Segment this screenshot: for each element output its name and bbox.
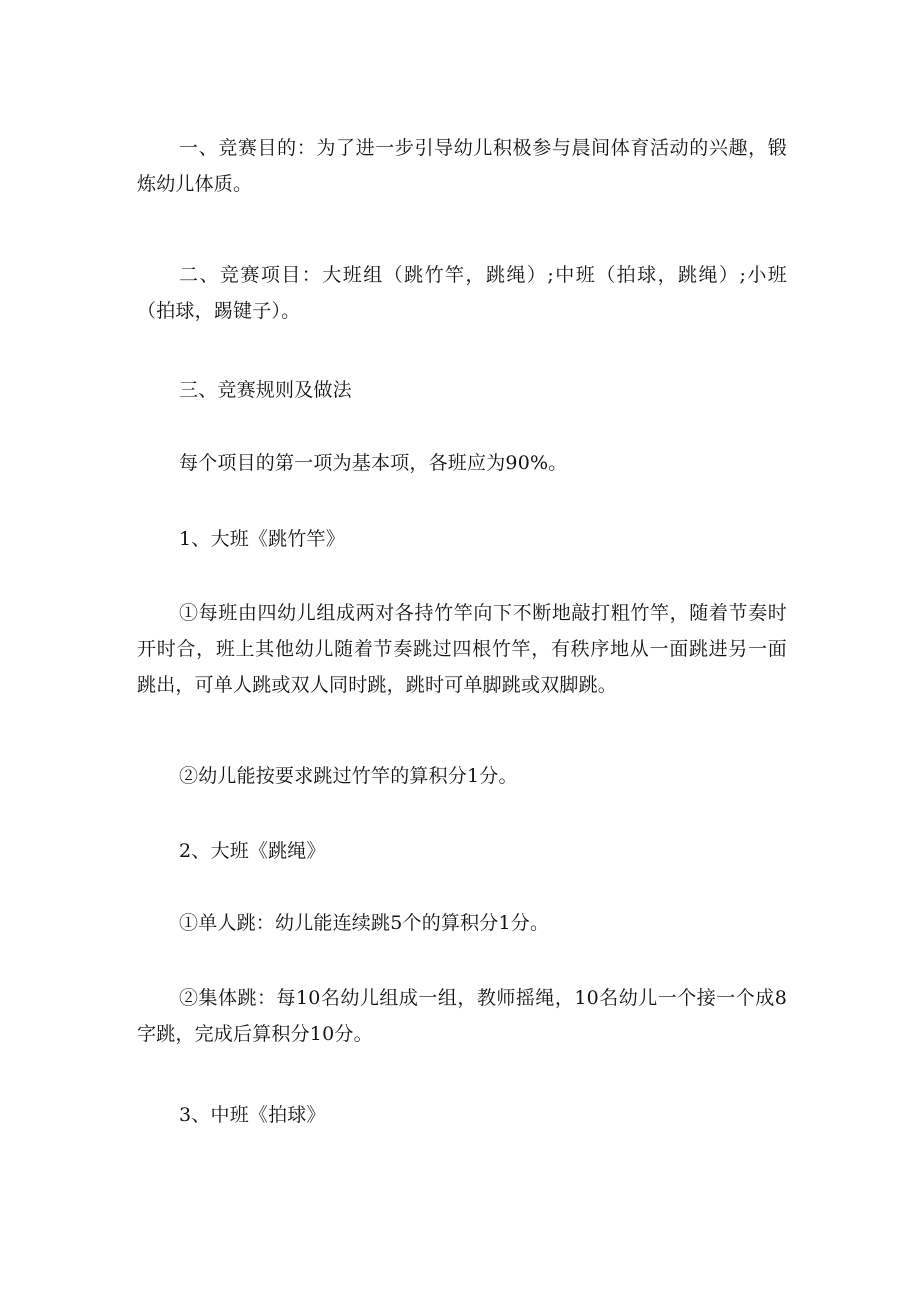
paragraph-heading-ball-bouncing: 3、中班《拍球》 <box>179 1104 326 1126</box>
paragraph-heading-bamboo-pole: 1、大班《跳竹竿》 <box>179 528 345 550</box>
paragraph-bamboo-pole-rule-1: ①每班由四幼儿组成两对各持竹竿向下不断地敲打粗竹竿，随着节奏时开时合，班上其他幼儿随着节奏跳过四根竹竿，有秩序地从一面跳进另一面跳出，可单人跳或双人同时跳，跳时可单脚跳或双脚跳。 <box>137 602 787 696</box>
paragraph-competition-purpose: 一、竞赛目的：为了进一步引导幼儿积极参与晨间体育活动的兴趣，锻炼幼儿体质。 <box>137 137 787 195</box>
paragraph-jump-rope-group: ②集体跳：每10名幼儿组成一组，教师摇绳，10名幼儿一个接一个成8字跳，完成后算积分10分。 <box>137 987 787 1045</box>
paragraph-rules-heading: 三、竞赛规则及做法 <box>179 379 352 401</box>
paragraph-competition-items: 二、竞赛项目：大班组（跳竹竿，跳绳）;中班（拍球，跳绳）;小班（拍球，踢键子）。 <box>137 264 787 322</box>
paragraph-jump-rope-single: ①单人跳：幼儿能连续跳5个的算积分1分。 <box>179 912 550 934</box>
paragraph-basic-item-note: 每个项目的第一项为基本项，各班应为90%。 <box>179 452 568 474</box>
paragraph-heading-jump-rope: 2、大班《跳绳》 <box>179 840 326 862</box>
paragraph-bamboo-pole-rule-2: ②幼儿能按要求跳过竹竿的算积分1分。 <box>179 765 518 787</box>
